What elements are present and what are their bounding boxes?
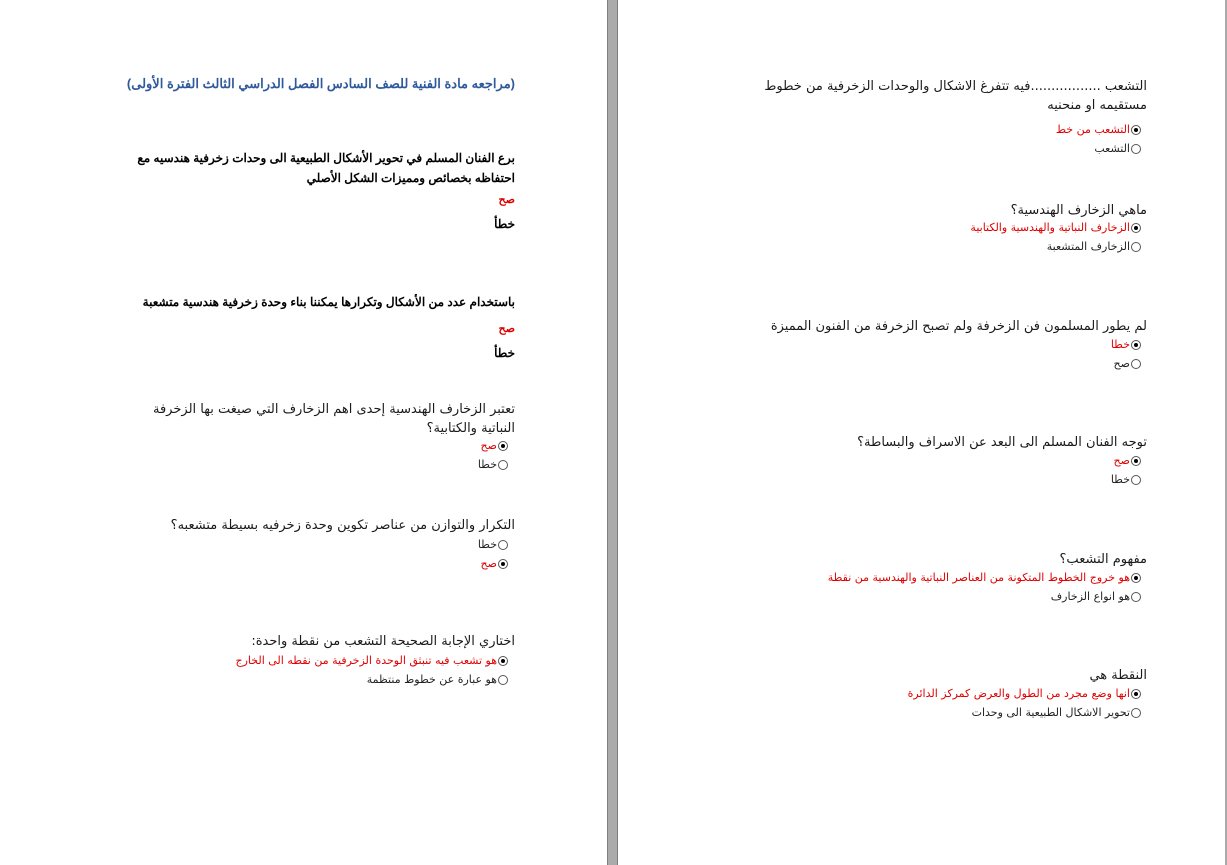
radio-option[interactable]: انها وضع مجرد من الطول والعرض كمركز الدائرة xyxy=(908,684,1141,703)
radio-selected-icon[interactable] xyxy=(1131,223,1141,233)
radio-empty-icon[interactable] xyxy=(1131,242,1141,252)
mc-question-r5: مفهوم التشعب؟ xyxy=(1059,552,1147,567)
radio-option[interactable]: الزخارف النباتية والهندسية والكتابية xyxy=(970,218,1141,237)
radio-option[interactable]: هو انواع الزخارف xyxy=(828,587,1141,606)
tf-answer-true-2: صح xyxy=(498,323,515,335)
radio-selected-icon[interactable] xyxy=(1131,689,1141,699)
radio-empty-icon[interactable] xyxy=(498,460,508,470)
radio-empty-icon[interactable] xyxy=(498,540,508,550)
radio-selected-icon[interactable] xyxy=(1131,125,1141,135)
radio-empty-icon[interactable] xyxy=(1131,708,1141,718)
radio-empty-icon[interactable] xyxy=(1131,359,1141,369)
mc-options-3 xyxy=(235,651,508,689)
radio-option[interactable]: هو خروج الخطوط المتكونة من العناصر النباتية والهندسية من نقطة xyxy=(828,568,1141,587)
mc-options-r1 xyxy=(1056,120,1141,158)
radio-option[interactable]: خطا xyxy=(478,455,508,474)
mc-options-r3 xyxy=(1111,335,1141,373)
document-page-left xyxy=(0,0,608,865)
radio-option[interactable]: خطا xyxy=(478,535,508,554)
radio-option[interactable]: هو تشعب فيه تنبثق الوحدة الزخرفية من نقطه الى الخارج xyxy=(235,651,508,670)
radio-option[interactable]: الزخارف المتشعبة xyxy=(970,237,1141,256)
mc-options-r5 xyxy=(828,568,1141,606)
radio-option[interactable]: التشعب xyxy=(1056,139,1141,158)
radio-empty-icon[interactable] xyxy=(1131,475,1141,485)
radio-selected-icon[interactable] xyxy=(498,656,508,666)
tf-answer-false-2: خطأ xyxy=(494,346,515,360)
page-title: (مراجعه مادة الفنية للصف السادس الفصل الدراسي الثالث الفترة الأولى) xyxy=(126,76,515,91)
mc-options-1 xyxy=(478,436,508,474)
radio-option[interactable]: خطا xyxy=(1111,470,1141,489)
mc-question-1: تعتبر الزخارف الهندسية إحدى اهم الزخارف التي صيغت بها الزخرفة النباتية والكتابية؟ xyxy=(153,402,515,436)
page-gap xyxy=(608,0,617,865)
tf-question-2: باستخدام عدد من الأشكال وتكرارها يمكننا بناء وحدة زخرفية هندسية متشعبة xyxy=(142,295,515,309)
radio-empty-icon[interactable] xyxy=(1131,592,1141,602)
mc-question-r3: لم يطور المسلمون فن الزخرفة ولم تصبح الزخرفة من الفنون المميزة xyxy=(770,319,1147,334)
radio-option[interactable]: خطا xyxy=(1111,335,1141,354)
radio-option[interactable]: صح xyxy=(1111,451,1141,470)
tf-question-1: برع الفنان المسلم في تحوير الأشكال الطبيعية الى وحدات زخرفية هندسيه مع احتفاظه بخصائص ومميزات الشكل الأصلي xyxy=(137,151,515,185)
radio-option[interactable]: هو عبارة عن خطوط منتظمة xyxy=(235,670,508,689)
radio-option[interactable]: صح xyxy=(1111,354,1141,373)
mc-question-3: اختاري الإجابة الصحيحة التشعب من نقطة واحدة: xyxy=(251,634,515,649)
radio-option[interactable]: التشعب من خط xyxy=(1056,120,1141,139)
mc-options-2 xyxy=(478,535,508,573)
mc-question-r2: ماهي الزخارف الهندسية؟ xyxy=(1010,203,1147,218)
mc-question-r4: توجه الفنان المسلم الى البعد عن الاسراف والبساطة؟ xyxy=(857,435,1147,450)
mc-question-r6: النقطة هي xyxy=(1089,668,1147,683)
radio-selected-icon[interactable] xyxy=(498,559,508,569)
mc-options-r6 xyxy=(908,684,1141,722)
mc-question-2: التكرار والتوازن من عناصر تكوين وحدة زخرفيه بسيطة متشعبه؟ xyxy=(170,518,515,533)
document-page-right xyxy=(617,0,1225,865)
radio-selected-icon[interactable] xyxy=(1131,340,1141,350)
radio-selected-icon[interactable] xyxy=(1131,456,1141,466)
tf-answer-false-1: خطأ xyxy=(494,217,515,231)
radio-empty-icon[interactable] xyxy=(1131,144,1141,154)
tf-answer-true-1: صح xyxy=(498,194,515,206)
radio-option[interactable]: صح xyxy=(478,436,508,455)
mc-options-r4 xyxy=(1111,451,1141,489)
radio-selected-icon[interactable] xyxy=(1131,573,1141,583)
radio-empty-icon[interactable] xyxy=(498,675,508,685)
radio-option[interactable]: تحوير الاشكال الطبيعية الى وحدات xyxy=(908,703,1141,722)
radio-selected-icon[interactable] xyxy=(498,441,508,451)
mc-question-r1: التشعب .................فيه تتفرغ الاشكال والوحدات الزخرفية من خطوط مستقيمه او منحنيه xyxy=(764,79,1147,113)
mc-options-r2 xyxy=(970,218,1141,256)
radio-option[interactable]: صح xyxy=(478,554,508,573)
